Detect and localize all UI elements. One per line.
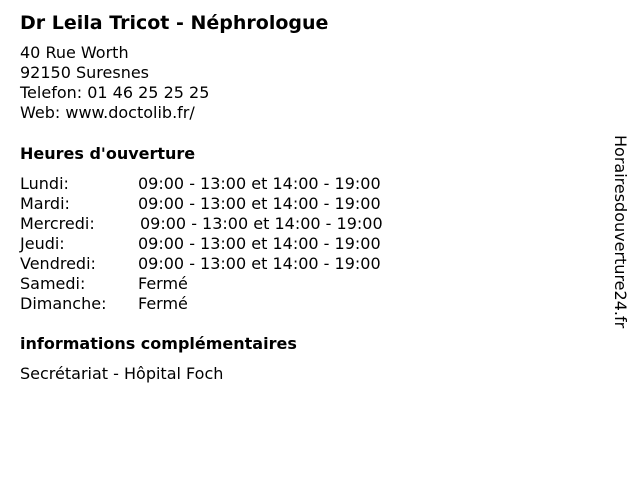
hours-row-mercredi: [20, 214, 580, 234]
website: Web: www.doctolib.fr/: [20, 103, 195, 122]
day-label: Lundi:: [20, 174, 69, 193]
hours-row-samedi: [20, 274, 580, 294]
address-block: [20, 43, 580, 123]
street-address: 40 Rue Worth: [20, 43, 129, 62]
city-postcode: 92150 Suresnes: [20, 63, 150, 82]
info-heading: informations complémentaires: [20, 334, 297, 353]
watermark: Horairesdouverture24.fr: [611, 135, 630, 329]
time-value: 09:00 - 13:00 et 14:00 - 19:00: [138, 254, 381, 273]
info-text: Secrétariat - Hôpital Foch: [20, 364, 224, 383]
phone-number: Telefon: 01 46 25 25 25: [20, 83, 210, 102]
time-value: 09:00 - 13:00 et 14:00 - 19:00: [140, 214, 383, 233]
time-value: Fermé: [138, 274, 188, 293]
hours-table: [20, 174, 580, 314]
time-value: 09:00 - 13:00 et 14:00 - 19:00: [138, 194, 381, 213]
hours-row-jeudi: [20, 234, 580, 254]
time-value: Fermé: [138, 294, 188, 313]
hours-row-vendredi: [20, 254, 580, 274]
day-label: Jeudi:: [20, 234, 65, 253]
doctor-card: [20, 11, 580, 384]
hours-row-dimanche: [20, 294, 580, 314]
hours-row-mardi: [20, 194, 580, 214]
time-value: 09:00 - 13:00 et 14:00 - 19:00: [138, 174, 381, 193]
hours-heading: Heures d'ouverture: [20, 144, 196, 163]
day-label: Mardi:: [20, 194, 70, 213]
hours-row-lundi: [20, 174, 580, 194]
day-label: Samedi:: [20, 274, 86, 293]
page-title: Dr Leila Tricot - Néphrologue: [20, 12, 329, 34]
day-label: Dimanche:: [20, 294, 107, 313]
day-label: Vendredi:: [20, 254, 96, 273]
time-value: 09:00 - 13:00 et 14:00 - 19:00: [138, 234, 381, 253]
day-label: Mercredi:: [20, 214, 95, 233]
